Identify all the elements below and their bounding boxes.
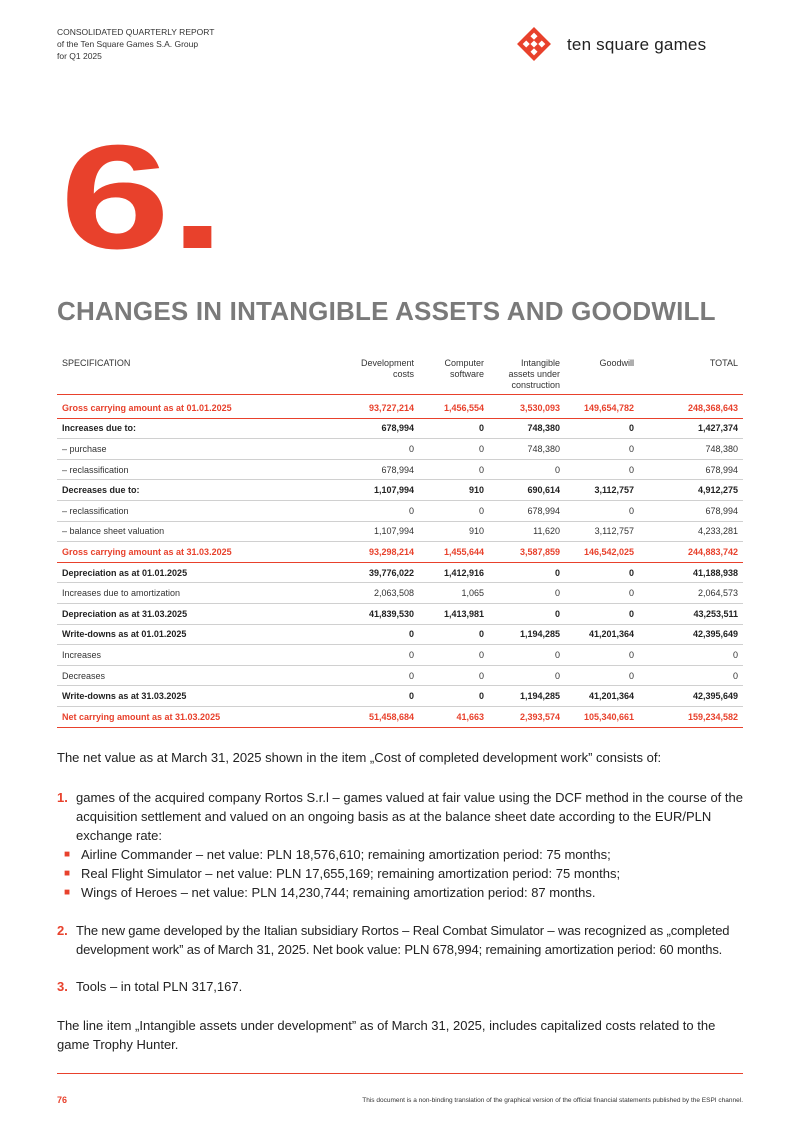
row-label: – reclassification [57, 459, 337, 480]
row-value: 0 [337, 665, 419, 686]
row-value: 0 [337, 624, 419, 645]
row-value: 1,455,644 [419, 542, 489, 563]
row-value: 105,340,661 [565, 706, 639, 727]
row-value: 42,395,649 [639, 624, 743, 645]
row-label: Gross carrying amount as at 01.01.2025 [57, 395, 337, 419]
row-value: 93,298,214 [337, 542, 419, 563]
row-label: – balance sheet valuation [57, 521, 337, 542]
row-value: 2,393,574 [489, 706, 565, 727]
table-row [57, 645, 743, 666]
row-value: 0 [419, 500, 489, 521]
row-value: 678,994 [639, 459, 743, 480]
row-label: Gross carrying amount as at 31.03.2025 [57, 542, 337, 563]
row-value: 0 [565, 439, 639, 460]
row-value: 0 [337, 439, 419, 460]
intro-paragraph: The net value as at March 31, 2025 shown in the item „Cost of completed development work” consists of: [57, 750, 662, 765]
row-value: 159,234,582 [639, 706, 743, 727]
row-value: 0 [565, 645, 639, 666]
row-value: 146,542,025 [565, 542, 639, 563]
row-value: 2,064,573 [639, 583, 743, 604]
row-value: 3,112,757 [565, 521, 639, 542]
section-number-graphic [60, 142, 225, 250]
list-number: 1. [57, 790, 68, 805]
row-value: 4,912,275 [639, 480, 743, 501]
row-value: 11,620 [489, 521, 565, 542]
row-value: 41,663 [419, 706, 489, 727]
row-value: 3,530,093 [489, 395, 565, 419]
row-value: 93,727,214 [337, 395, 419, 419]
row-label: – purchase [57, 439, 337, 460]
bullet-icon: ■ [64, 887, 71, 898]
row-value: 1,194,285 [489, 624, 565, 645]
row-value: 0 [419, 665, 489, 686]
row-value: 678,994 [337, 418, 419, 439]
row-label: Net carrying amount as at 31.03.2025 [57, 706, 337, 727]
footer-divider [57, 1073, 743, 1074]
row-value: 0 [489, 562, 565, 583]
page-number: 76 [57, 1095, 68, 1105]
row-value: 1,456,554 [419, 395, 489, 419]
row-value: 910 [419, 521, 489, 542]
row-label: Increases due to: [57, 418, 337, 439]
row-value: 0 [419, 418, 489, 439]
row-value: 41,839,530 [337, 603, 419, 624]
footer-note: This document is a non-binding translation of the graphical version of the official financial statements published by the ESPI channel. [362, 1097, 743, 1104]
row-value: 0 [337, 686, 419, 707]
row-value: 0 [565, 603, 639, 624]
row-label: Write-downs as at 01.01.2025 [57, 624, 337, 645]
logo-text: ten square games [567, 35, 707, 54]
list-number: 2. [57, 923, 68, 938]
row-value: 1,107,994 [337, 521, 419, 542]
intangible-assets-table [57, 355, 743, 728]
row-value: 910 [419, 480, 489, 501]
row-label: Increases due to amortization [57, 583, 337, 604]
table-row [57, 603, 743, 624]
row-value: 0 [419, 686, 489, 707]
bullet-text: Airline Commander – net value: PLN 18,576,610; remaining amortization period: 75 months; [81, 847, 611, 862]
row-value: 0 [565, 665, 639, 686]
bullet-icon: ■ [64, 849, 71, 860]
section-number: 6. [60, 142, 225, 250]
row-value: 1,065 [419, 583, 489, 604]
row-value: 248,368,643 [639, 395, 743, 419]
bullet-item [64, 883, 596, 902]
row-value: 41,201,364 [565, 624, 639, 645]
table-header-row [57, 355, 743, 395]
row-value: 0 [565, 459, 639, 480]
row-value: 0 [489, 645, 565, 666]
list-item-2 [57, 921, 747, 959]
section-title: CHANGES IN INTANGIBLE ASSETS AND GOODWILL [57, 296, 716, 326]
diamond-logo-icon [510, 27, 558, 61]
row-value: 4,233,281 [639, 521, 743, 542]
row-value: 41,188,938 [639, 562, 743, 583]
row-label: Decreases [57, 665, 337, 686]
row-value: 748,380 [639, 439, 743, 460]
list-text: Tools – in total PLN 317,167. [76, 979, 243, 994]
closing-paragraph: The line item „Intangible assets under development” as of March 31, 2025, includes capitalized costs related to the game Trophy Hunter. [57, 1018, 716, 1052]
row-value: 3,587,859 [489, 542, 565, 563]
header-line-1: CONSOLIDATED QUARTERLY REPORT [57, 27, 215, 37]
row-label: Increases [57, 645, 337, 666]
row-value: 0 [419, 645, 489, 666]
table-row [57, 583, 743, 604]
row-value: 0 [489, 459, 565, 480]
row-value: 690,614 [489, 480, 565, 501]
col-total: TOTAL [639, 355, 743, 395]
row-value: 0 [337, 500, 419, 521]
bullet-icon: ■ [64, 868, 71, 879]
row-value: 0 [419, 459, 489, 480]
list-text: The new game developed by the Italian subsidiary Rortos – Real Combat Simulator – was recognized as „completed development work” as of March 31, 2025. Net book value: PLN 678,994; remaining amortization period: 60 months. [76, 923, 730, 957]
row-value: 244,883,742 [639, 542, 743, 563]
table-row [57, 500, 743, 521]
row-value: 0 [489, 603, 565, 624]
row-value: 0 [419, 439, 489, 460]
row-label: Decreases due to: [57, 480, 337, 501]
table-row [57, 562, 743, 583]
table-row [57, 459, 743, 480]
row-value: 1,107,994 [337, 480, 419, 501]
row-value: 42,395,649 [639, 686, 743, 707]
header-line-2: of the Ten Square Games S.A. Group [57, 39, 199, 49]
row-label: Write-downs as at 31.03.2025 [57, 686, 337, 707]
row-value: 2,063,508 [337, 583, 419, 604]
bullet-item [64, 845, 611, 864]
list-number: 3. [57, 979, 68, 994]
col-computer-software: Computer software [419, 355, 489, 395]
report-header [57, 26, 214, 62]
row-value: 1,427,374 [639, 418, 743, 439]
row-value: 149,654,782 [565, 395, 639, 419]
row-value: 51,458,684 [337, 706, 419, 727]
row-value: 0 [489, 583, 565, 604]
row-value: 678,994 [337, 459, 419, 480]
row-label: Depreciation as at 01.01.2025 [57, 562, 337, 583]
company-logo [510, 27, 745, 61]
row-value: 678,994 [489, 500, 565, 521]
row-value: 1,412,916 [419, 562, 489, 583]
table-row [57, 480, 743, 501]
table-row [57, 706, 743, 727]
table-row [57, 665, 743, 686]
row-value: 3,112,757 [565, 480, 639, 501]
bullet-item [64, 864, 620, 883]
row-value: 43,253,511 [639, 603, 743, 624]
col-specification: SPECIFICATION [57, 355, 337, 395]
table-row [57, 439, 743, 460]
bullet-text: Wings of Heroes – net value: PLN 14,230,744; remaining amortization period: 87 months. [81, 885, 596, 900]
row-value: 0 [639, 645, 743, 666]
col-development-costs: Development costs [337, 355, 419, 395]
row-value: 1,413,981 [419, 603, 489, 624]
row-value: 0 [419, 624, 489, 645]
table-row [57, 542, 743, 563]
row-label: Depreciation as at 31.03.2025 [57, 603, 337, 624]
row-value: 1,194,285 [489, 686, 565, 707]
row-value: 678,994 [639, 500, 743, 521]
table-row [57, 521, 743, 542]
table-row [57, 686, 743, 707]
table-row [57, 395, 743, 419]
row-value: 41,201,364 [565, 686, 639, 707]
bullet-text: Real Flight Simulator – net value: PLN 17,655,169; remaining amortization period: 75 months; [81, 866, 621, 881]
row-value: 0 [489, 665, 565, 686]
row-value: 0 [565, 562, 639, 583]
row-value: 0 [565, 418, 639, 439]
row-value: 0 [639, 665, 743, 686]
row-value: 0 [565, 583, 639, 604]
table-row [57, 624, 743, 645]
row-label: – reclassification [57, 500, 337, 521]
header-line-3: for Q1 2025 [57, 51, 102, 61]
list-item-1 [57, 788, 747, 845]
table-body [57, 395, 743, 728]
row-value: 0 [337, 645, 419, 666]
list-text: games of the acquired company Rortos S.r.l – games valued at fair value using the DCF method in the course of the acquisition settlement and valued on an ongoing basis as at the balance sheet date according to the EUR/PLN exchange rate: [76, 790, 743, 843]
row-value: 748,380 [489, 439, 565, 460]
table-row [57, 418, 743, 439]
col-goodwill: Goodwill [565, 355, 639, 395]
row-value: 0 [565, 500, 639, 521]
row-value: 748,380 [489, 418, 565, 439]
col-assets-under-construction: Intangible assets under construction [489, 355, 565, 395]
row-value: 39,776,022 [337, 562, 419, 583]
list-item-3 [57, 977, 747, 996]
